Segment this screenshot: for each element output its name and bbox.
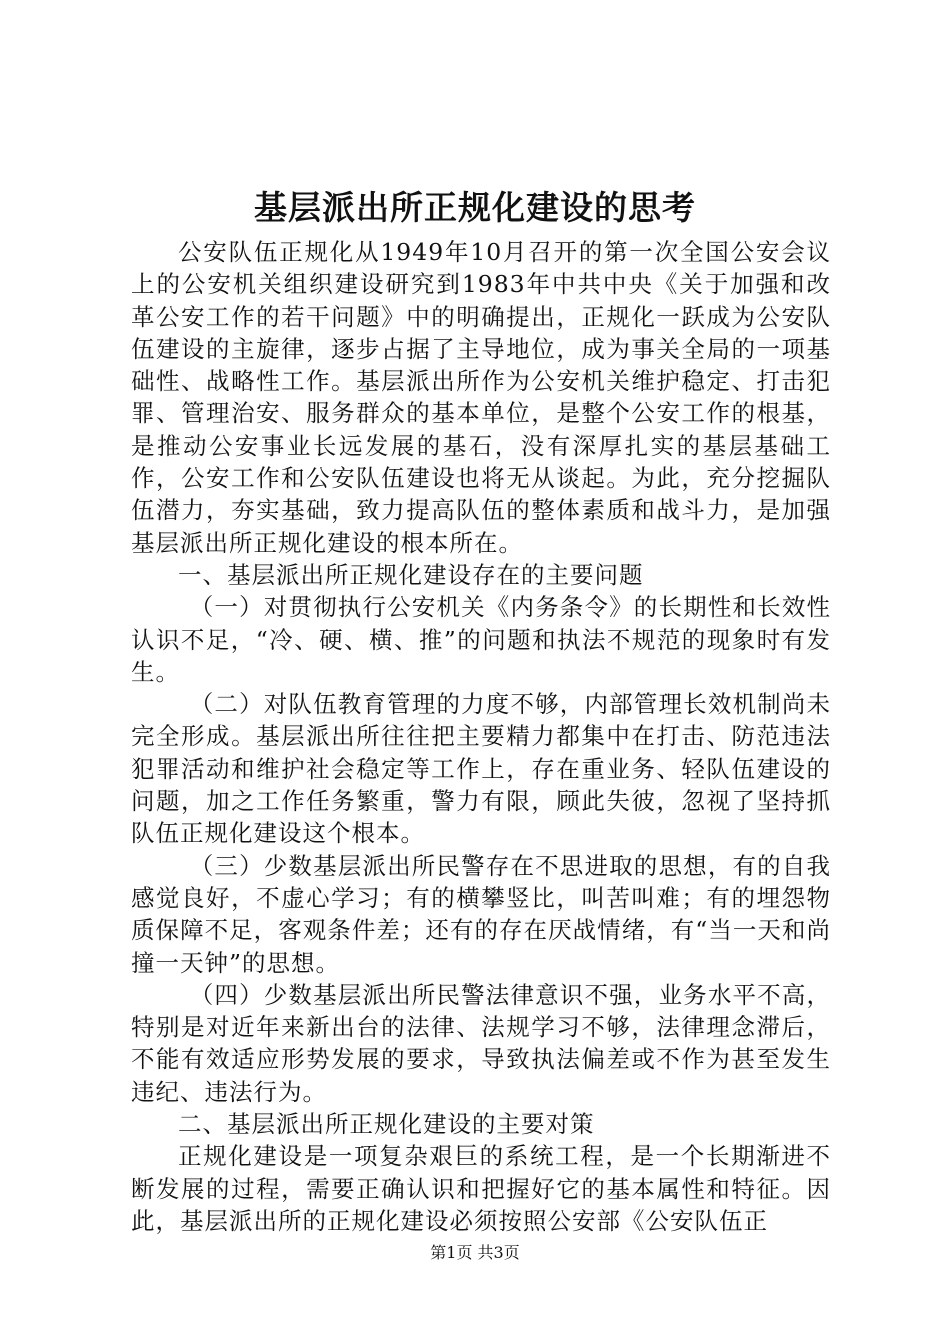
intro-paragraph: 公安队伍正规化从1949年10月召开的第一次全国公安会议上的公安机关组织建设研究到1983年中共中央《关于加强和改革公安工作的若干问题》中的明确提出，正规化一跃成为公安队伍建设的主旋律，逐步占据了主导地位，成为事关全局的一项基础性、战略性工作。基层派出所作为公安机关维护稳定、打击犯罪、管理治安、服务群众的基本单位，是整个公安工作的根基，是推动公安事业长远发展的基石，没有深厚扎实的基层基础工作，公安工作和公安队伍建设也将无从谈起。为此，充分挖掘队伍潜力，夯实基础，致力提高队伍的整体素质和战斗力，是加强基层派出所正规化建设的根本所在。	[131, 238, 831, 557]
document-body	[131, 236, 831, 1237]
page-footer: 第1页 共3页	[430, 1243, 520, 1262]
problem-paragraph-3: （三）少数基层派出所民警存在不思进取的思想，有的自我感觉良好，不虚心学习；有的横攀竖比，叫苦叫难；有的埋怨物质保障不足，客观条件差；还有的存在厌战情绪，有“当一天和尚撞一天钟”的思想。	[131, 851, 831, 977]
section-heading-problems: 一、基层派出所正规化建设存在的主要问题	[178, 560, 644, 589]
problem-paragraph-1: （一）对贯彻执行公安机关《内务条令》的长期性和长效性认识不足，“冷、硬、横、推”的问题和执法不规范的现象时有发生。	[131, 593, 831, 686]
document-title: 基层派出所正规化建设的思考	[254, 188, 696, 227]
problem-paragraph-2: （二）对队伍教育管理的力度不够，内部管理长效机制尚未完全形成。基层派出所往往把主要精力都集中在打击、防范违法犯罪活动和维护社会稳定等工作上，存在重业务、轻队伍建设的问题，加之工作任务繁重，警力有限，顾此失彼，忽视了坚持抓队伍正规化建设这个根本。	[131, 690, 831, 848]
section-heading-countermeasures: 二、基层派出所正规化建设的主要对策	[178, 1110, 595, 1139]
problem-paragraph-4: （四）少数基层派出所民警法律意识不强，业务水平不高，特别是对近年来新出台的法律、法规学习不够，法律理念滞后，不能有效适应形势发展的要求，导致执法偏差或不作为甚至发生违纪、违法行为。	[131, 980, 831, 1106]
countermeasures-paragraph: 正规化建设是一项复杂艰巨的系统工程，是一个长期渐进不断发展的过程，需要正确认识和把握好它的基本属性和特征。因此，基层派出所的正规化建设必须按照公安部《公安队伍正	[131, 1142, 831, 1235]
